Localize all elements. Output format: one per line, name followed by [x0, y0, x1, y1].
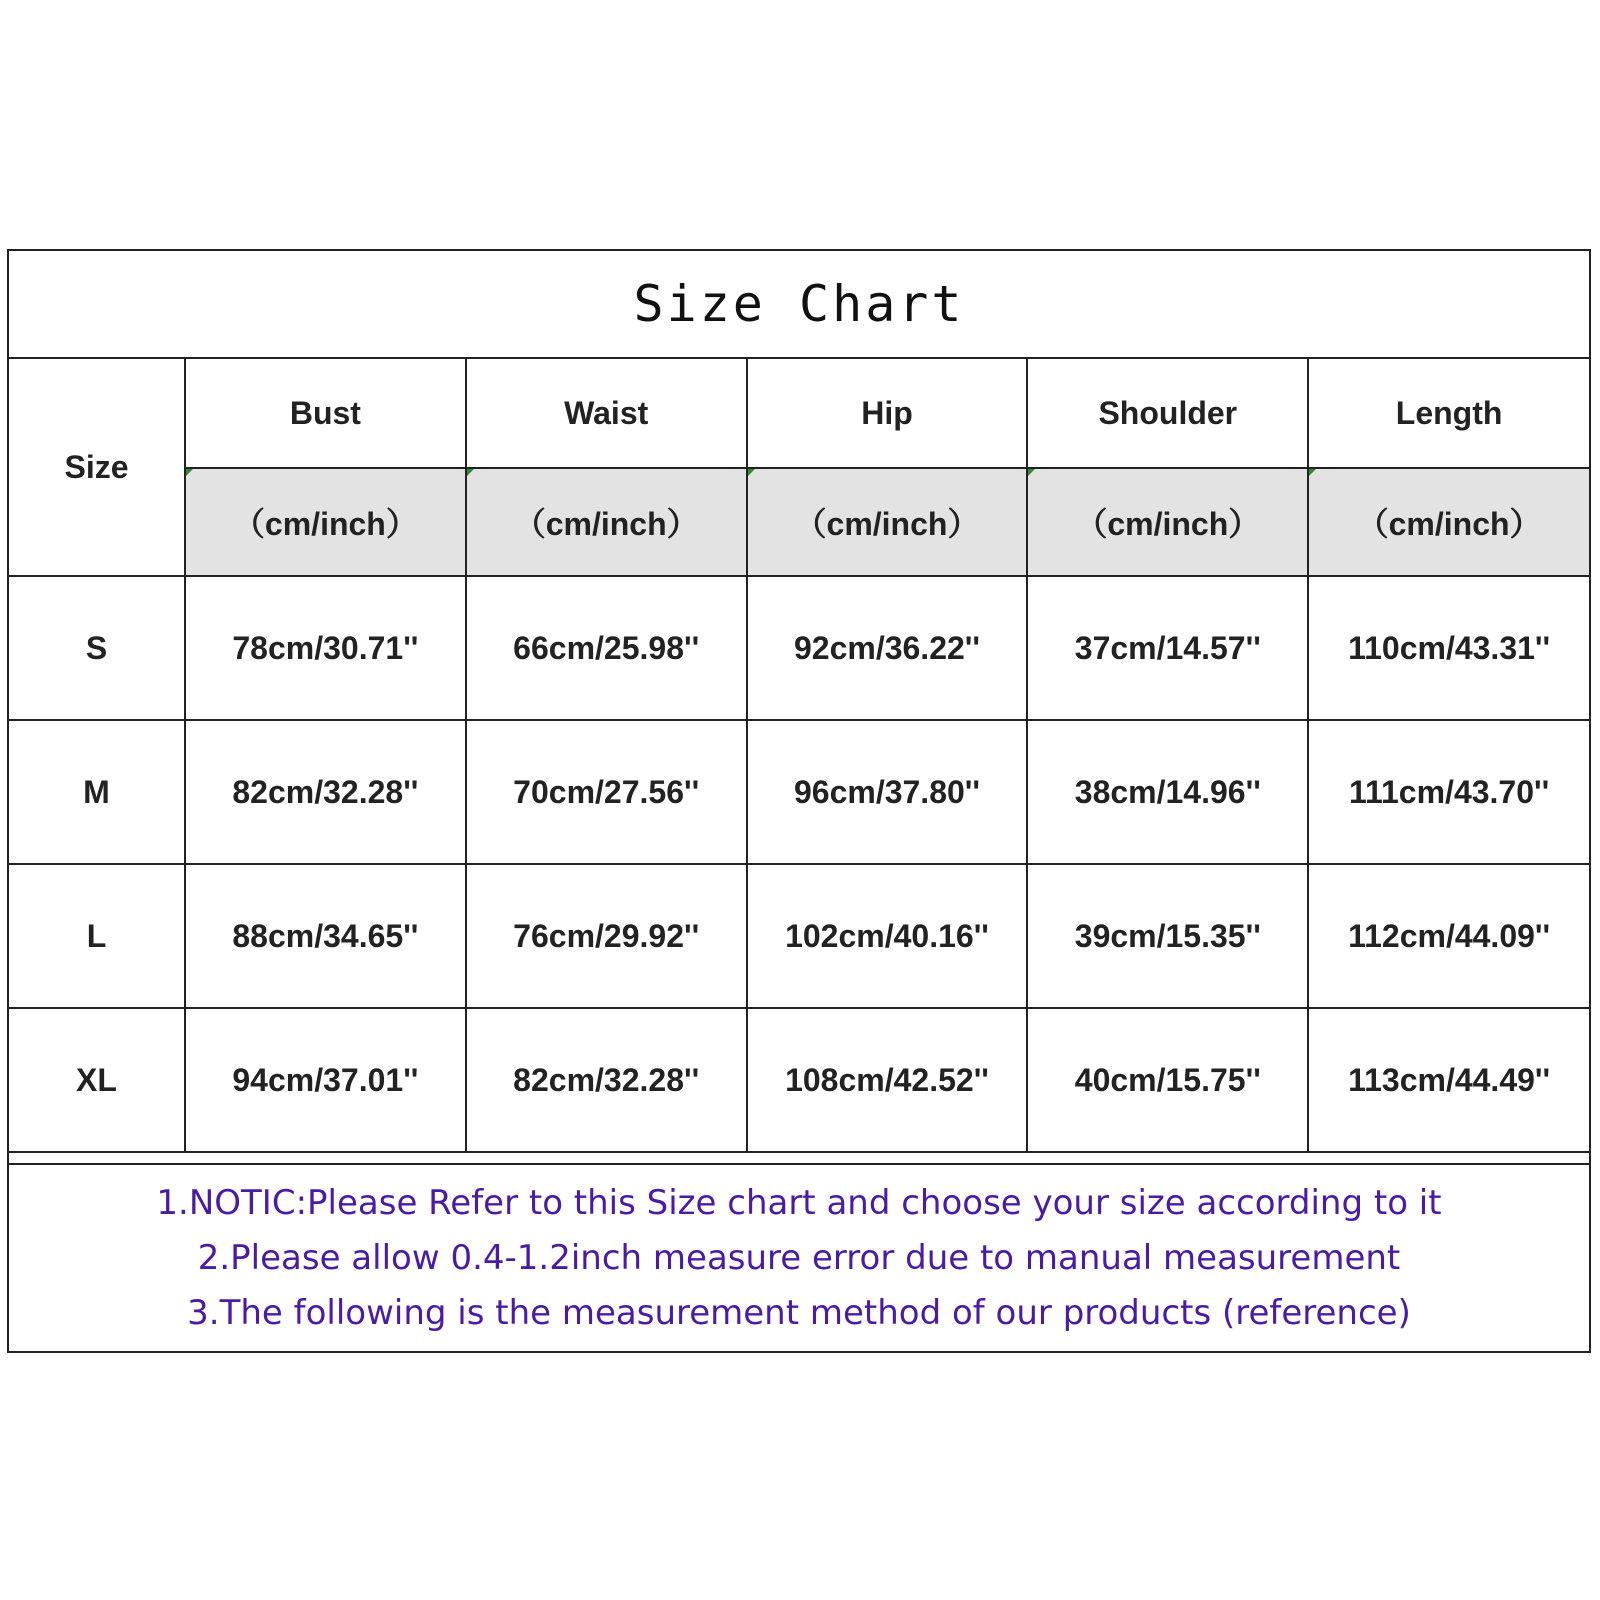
table-cell: 88cm/34.65'' — [185, 864, 466, 1008]
size-label: M — [9, 720, 185, 864]
unit-cell-bust: （cm/inch） — [185, 468, 466, 576]
column-header-bust: Bust — [185, 359, 466, 468]
notes-section — [9, 1163, 1589, 1351]
unit-cell-length: （cm/inch） — [1308, 468, 1589, 576]
table-cell: 94cm/37.01'' — [185, 1008, 466, 1152]
table-cell: 96cm/37.80'' — [747, 720, 1028, 864]
size-header: Size — [9, 359, 185, 576]
table-cell: 111cm/43.70'' — [1308, 720, 1589, 864]
table-cell: 113cm/44.49'' — [1308, 1008, 1589, 1152]
table-cell: 70cm/27.56'' — [466, 720, 747, 864]
column-header-shoulder: Shoulder — [1027, 359, 1308, 468]
header-row — [9, 359, 1589, 468]
size-chart-sheet — [7, 249, 1591, 1353]
table-cell: 102cm/40.16'' — [747, 864, 1028, 1008]
unit-row — [9, 468, 1589, 576]
table-row — [9, 576, 1589, 720]
size-label: S — [9, 576, 185, 720]
table-row — [9, 864, 1589, 1008]
table-cell: 38cm/14.96'' — [1027, 720, 1308, 864]
table-cell: 39cm/15.35'' — [1027, 864, 1308, 1008]
title-band — [9, 251, 1589, 359]
table-cell: 78cm/30.71'' — [185, 576, 466, 720]
size-table — [9, 359, 1589, 1153]
table-cell: 112cm/44.09'' — [1308, 864, 1589, 1008]
table-row — [9, 720, 1589, 864]
table-cell: 92cm/36.22'' — [747, 576, 1028, 720]
note-line-3: 3.The following is the measurement method of our products (reference) — [187, 1292, 1411, 1333]
table-cell: 82cm/32.28'' — [185, 720, 466, 864]
table-row — [9, 1008, 1589, 1152]
table-cell: 108cm/42.52'' — [747, 1008, 1028, 1152]
size-label: XL — [9, 1008, 185, 1152]
page-title: Size Chart — [633, 275, 965, 333]
table-cell: 40cm/15.75'' — [1027, 1008, 1308, 1152]
column-header-length: Length — [1308, 359, 1589, 468]
size-label: L — [9, 864, 185, 1008]
column-header-waist: Waist — [466, 359, 747, 468]
unit-cell-waist: （cm/inch） — [466, 468, 747, 576]
unit-cell-shoulder: （cm/inch） — [1027, 468, 1308, 576]
table-cell: 110cm/43.31'' — [1308, 576, 1589, 720]
column-header-hip: Hip — [747, 359, 1028, 468]
note-line-2: 2.Please allow 0.4-1.2inch measure error due to manual measurement — [197, 1237, 1401, 1278]
table-cell: 37cm/14.57'' — [1027, 576, 1308, 720]
table-cell: 76cm/29.92'' — [466, 864, 747, 1008]
unit-cell-hip: （cm/inch） — [747, 468, 1028, 576]
table-cell: 66cm/25.98'' — [466, 576, 747, 720]
note-line-1: 1.NOTIC:Please Refer to this Size chart and choose your size according to it — [156, 1182, 1442, 1223]
table-cell: 82cm/32.28'' — [466, 1008, 747, 1152]
